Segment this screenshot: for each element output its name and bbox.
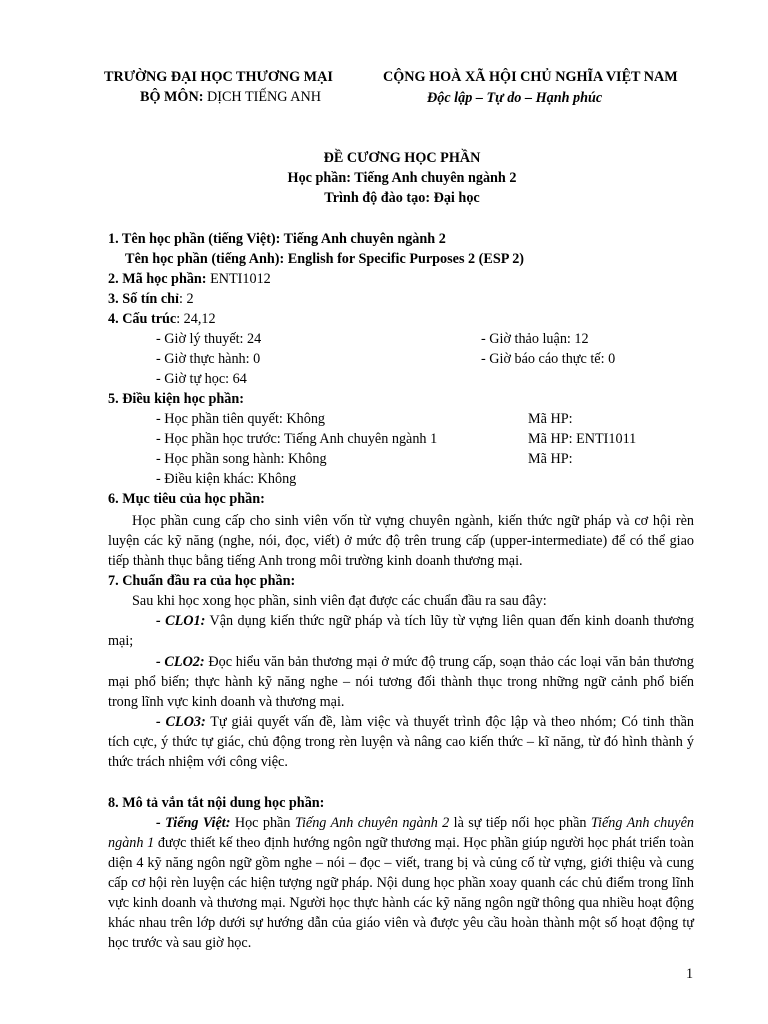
page-number: 1	[686, 966, 694, 982]
clo1-text: Vận dụng kiến thức ngữ pháp và tích lũy từ vựng liên quan đến kinh doanh thương mại;	[108, 613, 694, 649]
parallel-course: - Học phần song hành: Không	[156, 451, 327, 467]
theory-hours: - Giờ lý thuyết: 24	[156, 331, 262, 347]
section-4-label: 4. Cấu trúc	[108, 311, 177, 327]
description-course-2: Tiếng Anh chuyên ngành 2	[294, 815, 450, 831]
self-study-hours: - Giờ tự học: 64	[156, 371, 247, 387]
section-4-value: : 24,12	[176, 311, 216, 327]
department-value: DỊCH TIẾNG ANH	[203, 89, 322, 105]
section-1-vn: 1. Tên học phần (tiếng Việt): Tiếng Anh chuyên ngành 2	[108, 231, 446, 247]
section-8-label: 8. Mô tả vắn tắt nội dung học phần:	[108, 795, 325, 811]
national-motto: Độc lập – Tự do – Hạnh phúc	[427, 90, 603, 106]
document-title: ĐỀ CƯƠNG HỌC PHẦN	[323, 150, 481, 166]
section-1-en: Tên học phần (tiếng Anh): English for Specific Purposes 2 (ESP 2)	[125, 251, 525, 267]
section-2-value: ENTI1012	[206, 271, 271, 287]
clo2-text: Đọc hiểu văn bản thương mại ở mức độ trung cấp, soạn thảo các loại văn bản thương mại phổ biến; thực hành kỹ năng nghe – nói tương đối thành thục trong những ngữ cảnh phổ biến trong lĩnh vực kinh doanh và thương mại.	[108, 654, 694, 710]
prerequisite-code: Mã HP:	[528, 411, 573, 427]
course-title: Học phần: Tiếng Anh chuyên ngành 2	[287, 170, 517, 186]
other-conditions: - Điều kiện khác: Không	[156, 471, 297, 487]
section-3-label: 3. Số tín chỉ	[108, 291, 179, 307]
clo2-label: - CLO2:	[156, 654, 205, 670]
clo3-text: Tự giải quyết vấn đề, làm việc và thuyết trình độc lập và theo nhóm; Có tinh thần tích cực, ý thức tự giác, chủ động trong rèn luyện và nâng cao kiến thức – kĩ năng, từ đó hình thành ý thức trách nhiệm với công việc.	[108, 714, 694, 770]
section-3	[108, 289, 194, 309]
department-line	[140, 87, 321, 107]
practice-hours: - Giờ thực hành: 0	[156, 351, 261, 367]
description-course-1: Tiếng Anh chuyên ngành 1	[108, 815, 694, 851]
description-text-1: Học phần	[230, 815, 295, 831]
course-description-vn	[108, 813, 694, 953]
section-5-label: 5. Điều kiện học phần:	[108, 391, 244, 407]
clo2	[108, 652, 694, 712]
section-4	[108, 309, 216, 329]
parallel-course-code: Mã HP:	[528, 451, 573, 467]
prior-course-code: Mã HP: ENTI1011	[528, 431, 637, 447]
description-text-3: được thiết kế theo định hướng ngôn ngữ thương mại. Học phần giúp người học phát triển toàn diện 4 kỹ năng ngôn ngữ gồm nghe – nói – đọc – viết, trang bị và củng cố từ vựng, giới thiệu và cung cấp cơ hội rèn luyện các hiện tượng ngữ pháp. Nội dung học phần xoay quanh các chủ điểm trong lĩnh vực kinh doanh và thương mại. Người học thực hành các kỹ năng ngôn ngữ thông qua nhiều hoạt động khác nhau trên lớp dưới sự hướng dẫn của giáo viên và được yêu cầu hoàn thành một số hoạt động tự học trước và sau giờ học.	[108, 835, 695, 951]
section-3-value: : 2	[178, 291, 194, 307]
prior-course: - Học phần học trước: Tiếng Anh chuyên ngành 1	[156, 431, 438, 447]
department-label: BỘ MÔN:	[140, 89, 204, 105]
field-report-hours: - Giờ báo cáo thực tế: 0	[481, 351, 616, 367]
section-2	[108, 269, 271, 289]
clo3-label: - CLO3:	[156, 714, 206, 730]
section-7-label: 7. Chuẩn đầu ra của học phần:	[108, 573, 296, 589]
outcomes-intro: Sau khi học xong học phần, sinh viên đạt được các chuẩn đầu ra sau đây:	[132, 593, 547, 609]
clo3	[108, 712, 694, 772]
section-6-label: 6. Mục tiêu của học phần:	[108, 491, 265, 507]
clo1	[108, 611, 694, 651]
description-text-2: là sự tiếp nối học phần	[449, 815, 591, 831]
section-2-label: 2. Mã học phần:	[108, 271, 207, 287]
prerequisite: - Học phần tiên quyết: Không	[156, 411, 326, 427]
description-vn-label: - Tiếng Việt:	[156, 815, 231, 831]
national-title: CỘNG HOÀ XÃ HỘI CHỦ NGHĨA VIỆT NAM	[383, 69, 678, 85]
course-objectives: Học phần cung cấp cho sinh viên vốn từ vựng chuyên ngành, kiến thức ngữ pháp và cơ hội rèn luyện các kỹ năng (nghe, nói, đọc, viết) ở mức độ trên trung cấp (upper-intermediate) để có thể giao tiếp thành thục bằng tiếng Anh trong môi trường kinh doanh thương mại.	[108, 513, 694, 569]
training-level: Trình độ đào tạo: Đại học	[324, 190, 480, 206]
clo1-label: - CLO1:	[156, 613, 206, 629]
discussion-hours: - Giờ thảo luận: 12	[481, 331, 589, 347]
university-name: TRƯỜNG ĐẠI HỌC THƯƠNG MẠI	[104, 69, 333, 85]
